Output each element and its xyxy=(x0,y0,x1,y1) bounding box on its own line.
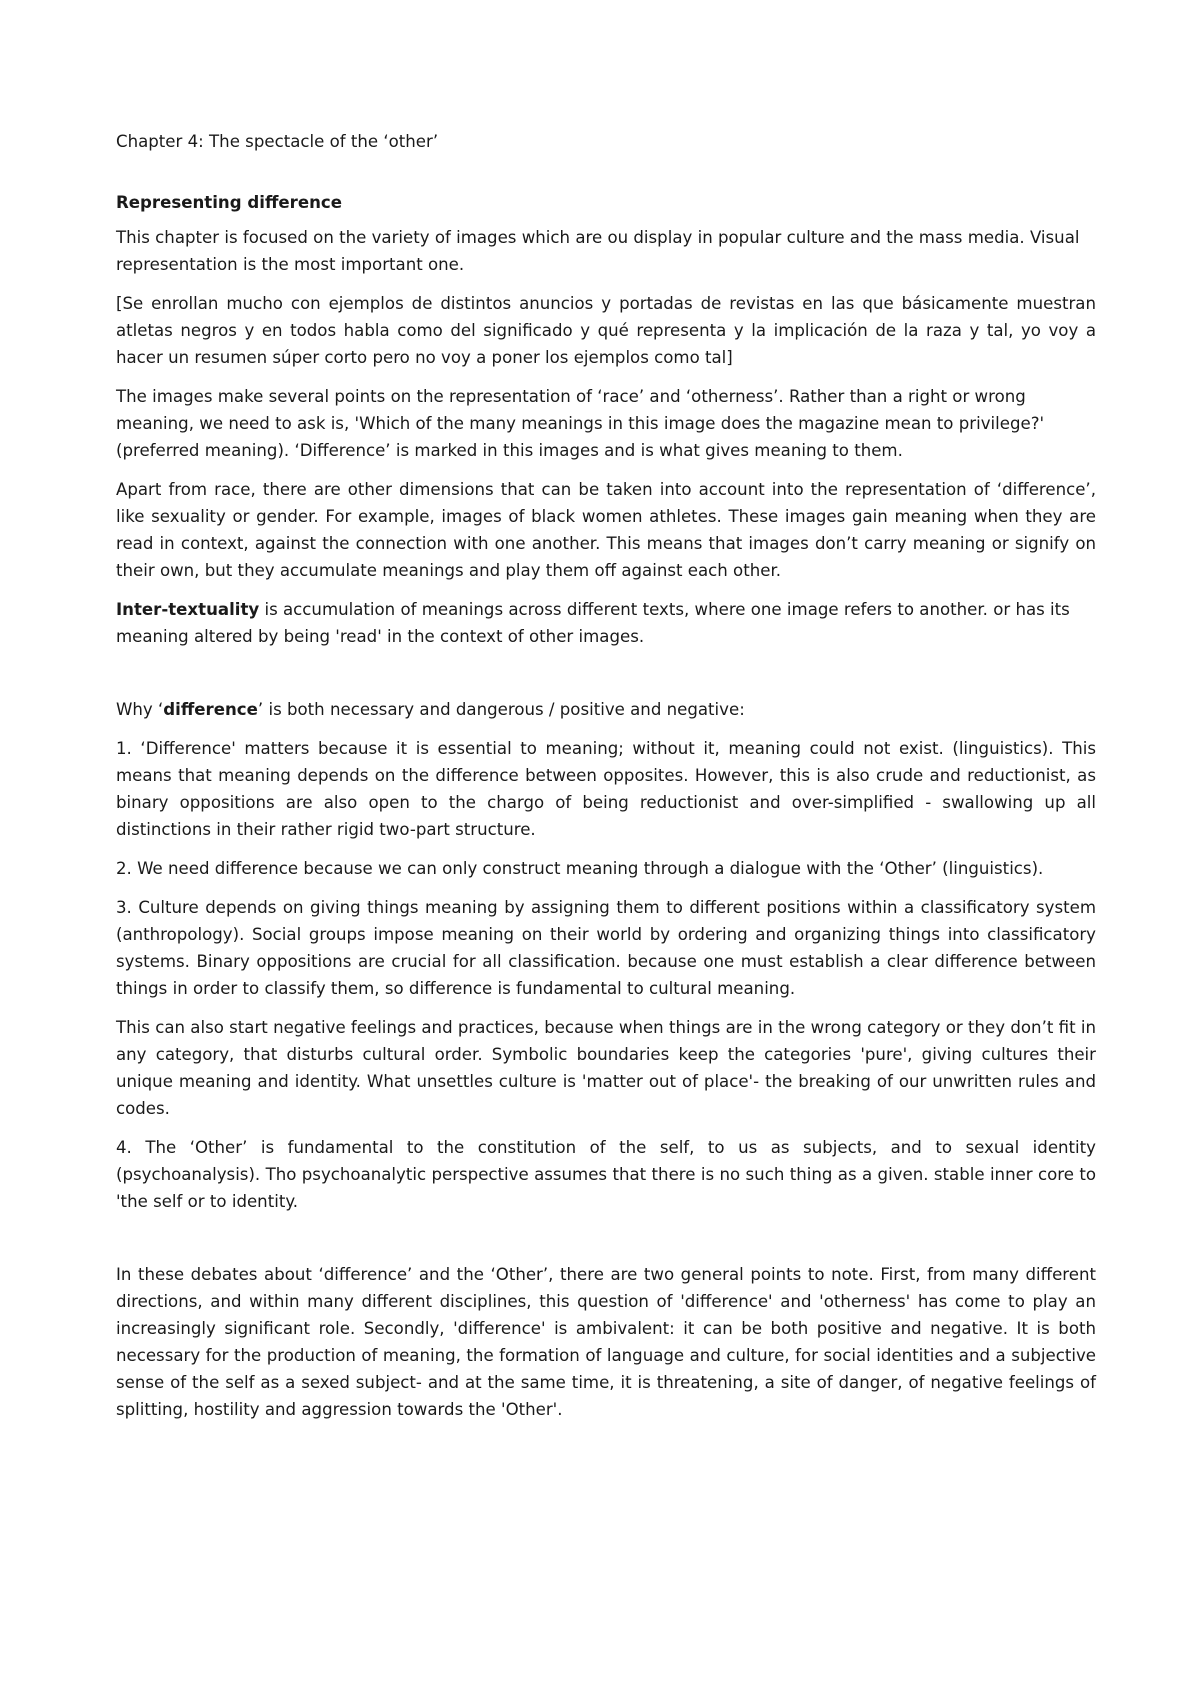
intertextuality-term: Inter-textuality xyxy=(116,600,260,619)
why-suffix: ’ is both necessary and dangerous / positive and negative: xyxy=(257,700,745,719)
list-point-1: 1. ‘Difference' matters because it is essential to meaning; without it, meaning could not exist. (linguistics). This means that meaning depends on the difference between opposites. However, this is also crude and reductionist, as binary oppositions are also open to the chargo of being reductionist and over-simplified - swallowing up all distinctions in their rather rigid two-part structure. xyxy=(116,739,1096,839)
chapter-title: Chapter 4: The spectacle of the ‘other’ xyxy=(116,132,439,151)
section-heading: Representing difference xyxy=(116,193,342,212)
list-point-3: 3. Culture depends on giving things meaning by assigning them to different positions within a classificatory system (anthropology). Social groups impose meaning on their world by ordering and organizing things into classificatory systems. Binary oppositions are crucial for all classification. because one must establish a clear difference between things in order to classify them, so difference is fundamental to cultural meaning. xyxy=(116,898,1096,998)
spacer xyxy=(116,662,1096,696)
why-bold-term: difference xyxy=(163,700,258,719)
list-point-2: 2. We need difference because we can only construct meaning through a dialogue with the ‘Other’ (linguistics). xyxy=(116,859,1044,878)
why-prefix: Why ‘ xyxy=(116,700,164,719)
list-point-4: 4. The ‘Other’ is fundamental to the constitution of the self, to us as subjects, and to sexual identity (psychoanalysis). Tho psychoanalytic perspective assumes that there is no such thing as a given. stable inner core to 'the self or to identity. xyxy=(116,1138,1096,1211)
paragraph-spanish-note: [Se enrollan mucho con ejemplos de distintos anuncios y portadas de revistas en las que básicamente muestran atletas negros y en todos habla como del significado y qué representa y la implicación de la raza y tal, yo voy a hacer un resumen súper corto pero no voy a poner los ejemplos como tal] xyxy=(116,294,1096,367)
paragraph-point-3-followup: This can also start negative feelings and practices, because when things are in the wrong category or they don’t fit in any category, that disturbs cultural order. Symbolic boundaries keep the categories 'pure', giving cultures their unique meaning and identity. What unsettles culture is 'matter out of place'- the breaking of our unwritten rules and codes. xyxy=(116,1018,1096,1118)
paragraph-intertextuality xyxy=(116,596,1096,650)
paragraph-intro: This chapter is focused on the variety of images which are ou display in popular culture and the mass media. Visual representation is the most important one. xyxy=(116,228,1080,274)
paragraph-conclusion: In these debates about ‘difference’ and the ‘Other’, there are two general points to note. First, from many different directions, and within many different disciplines, this question of 'difference' and 'otherness' has come to play an increasingly significant role. Secondly, 'difference' is ambivalent: it can be both positive and negative. It is both necessary for the production of meaning, the formation of language and culture, for social identities and a subjective sense of the self as a sexed subject- and at the same time, it is threatening, a site of danger, of negative feelings of splitting, hostility and aggression towards the 'Other'. xyxy=(116,1265,1096,1419)
paragraph-apart-from-race: Apart from race, there are other dimensions that can be taken into account into the representation of ‘difference’, like sexuality or gender. For example, images of black women athletes. These images gain meaning when they are read in context, against the connection with one another. This means that images don’t carry meaning or signify on their own, but they accumulate meanings and play them off against each other. xyxy=(116,480,1096,580)
paragraph-images-points: The images make several points on the representation of ‘race’ and ‘otherness’. Rather than a right or wrong meaning, we need to ask is, 'Which of the many meanings in this image does the magazine mean to privilege?' (preferred meaning). ‘Difference’ is marked in this images and is what gives meaning to them. xyxy=(116,387,1045,460)
document-body xyxy=(116,128,1096,1435)
intertextuality-definition: is accumulation of meanings across different texts, where one image refers to another. or has its meaning altered by being 'read' in the context of other images. xyxy=(116,600,1070,646)
paragraph-why-difference xyxy=(116,696,1096,723)
spacer xyxy=(116,1227,1096,1261)
